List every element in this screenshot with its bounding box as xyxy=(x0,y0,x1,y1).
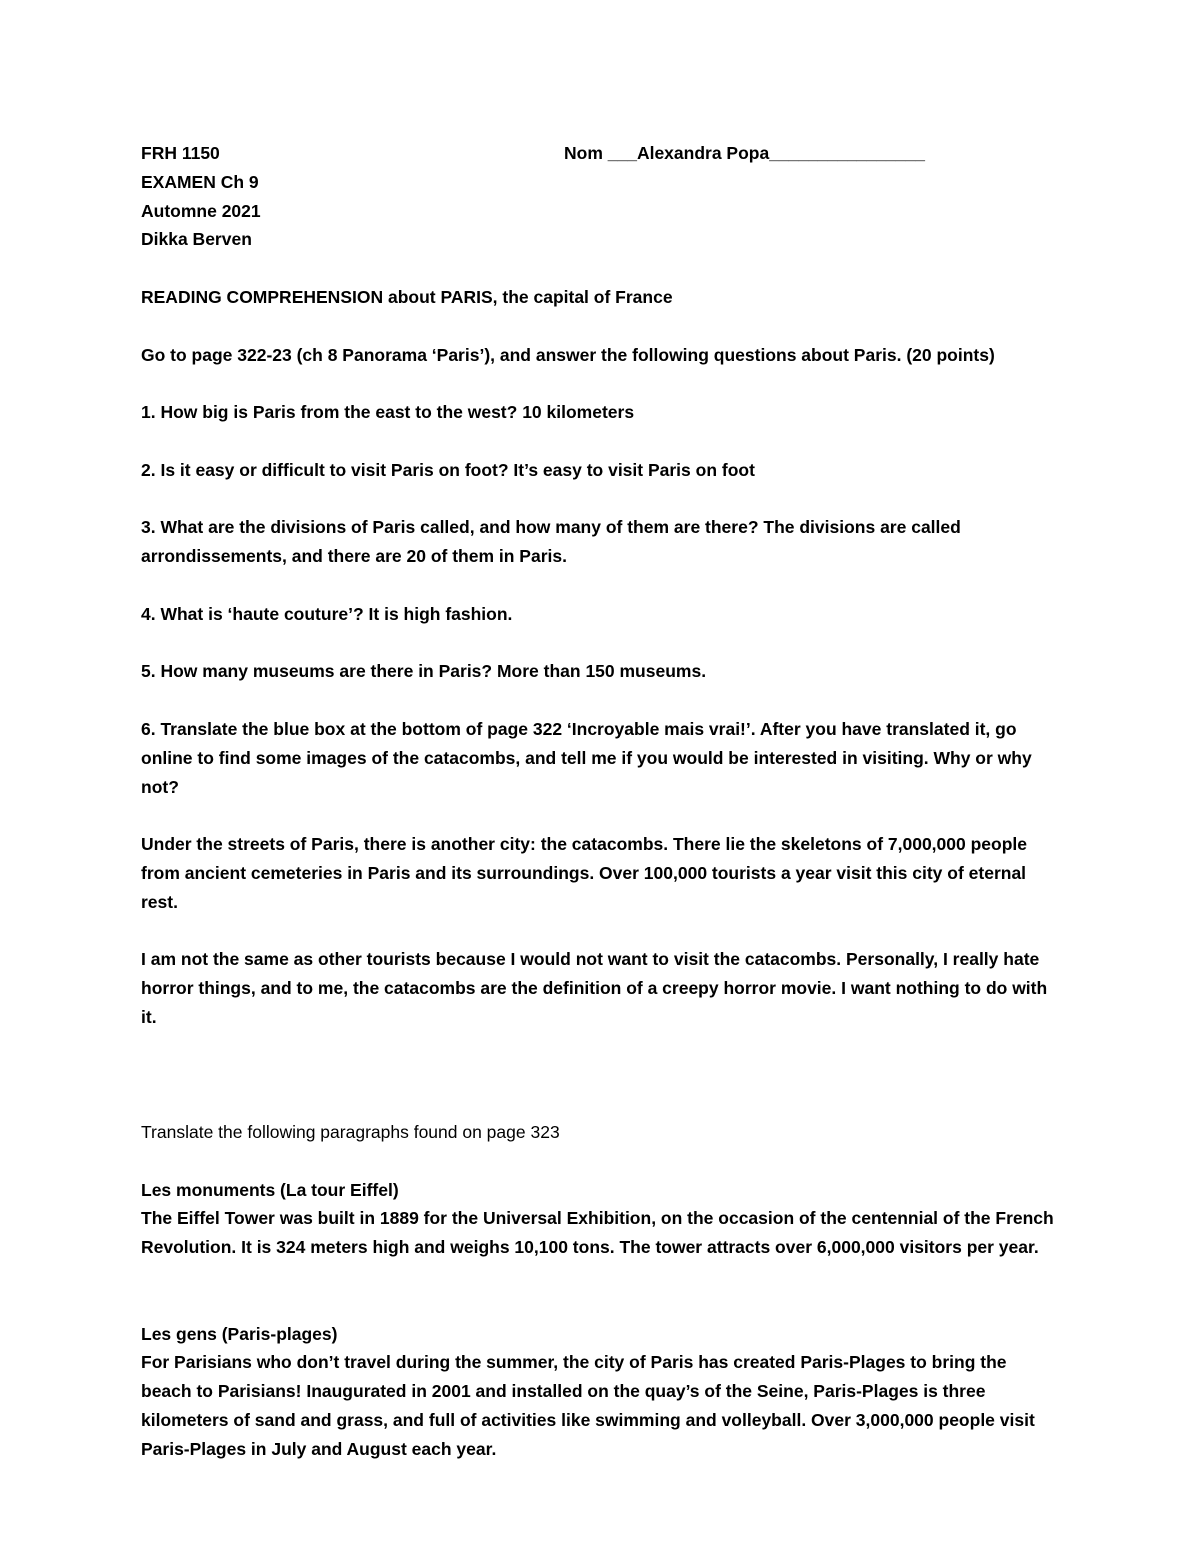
question-2: 2. Is it easy or difficult to visit Paris on foot? It’s easy to visit Paris on foot xyxy=(141,459,755,480)
question-6: 6. Translate the blue box at the bottom of page 322 ‘Incroyable mais vrai!’. After you have translated it, go online to find some images of the catacombs, and tell me if you would be interested in visiting. Why or why not? xyxy=(141,718,1032,797)
student-name-line: Nom ___Alexandra Popa________________ xyxy=(564,143,925,163)
monuments-heading: Les monuments (La tour Eiffel) xyxy=(141,1179,399,1200)
instructor-name: Dikka Berven xyxy=(141,229,252,250)
monuments-text: The Eiffel Tower was built in 1889 for the Universal Exhibition, on the occasion of the centennial of the French Revolution. It is 324 meters high and weighs 10,100 tons. The tower attracts over 6,000,000 visitors per year. xyxy=(141,1208,1054,1258)
section-title: READING COMPREHENSION about PARIS, the capital of France xyxy=(141,286,673,307)
question-5: 5. How many museums are there in Paris? More than 150 museums. xyxy=(141,661,707,682)
document-body xyxy=(141,139,1061,1464)
exam-term: Automne 2021 xyxy=(141,200,261,221)
answer-paragraph-opinion: I am not the same as other tourists because I would not want to visit the catacombs. Personally, I really hate horror things, and to me, the catacombs are the definition of a creepy horror movie. I want nothing to do with it. xyxy=(141,949,1048,1027)
answer-paragraph-translation: Under the streets of Paris, there is another city: the catacombs. There lie the skeletons of 7,000,000 people from ancient cemeteries in Paris and its surroundings. Over 100,000 tourists a year visit this city of eternal rest. xyxy=(141,834,1027,912)
exam-title: EXAMEN Ch 9 xyxy=(141,171,259,192)
gens-text: For Parisians who don’t travel during the summer, the city of Paris has created Paris-Plages to bring the beach to Parisians! Inaugurated in 2001 and installed on the quay’s of the Seine, Paris-Plages is three kilometers of sand and grass, and full of activities like swimming and volleyball. Over 3,000,000 people visit Paris-Plages in July and August each year. xyxy=(141,1352,1035,1459)
question-3: 3. What are the divisions of Paris called, and how many of them are there? The divisions are called arrondissements, and there are 20 of them in Paris. xyxy=(141,517,961,567)
translate-instruction: Translate the following paragraphs found on page 323 xyxy=(141,1122,560,1143)
course-code: FRH 1150 xyxy=(141,143,220,163)
gens-heading: Les gens (Paris-plages) xyxy=(141,1323,338,1344)
question-1: 1. How big is Paris from the east to the west? 10 kilometers xyxy=(141,402,635,423)
question-4: 4. What is ‘haute couture’? It is high fashion. xyxy=(141,603,513,624)
instructions: Go to page 322-23 (ch 8 Panorama ‘Paris’), and answer the following questions about Paris. (20 points) xyxy=(141,344,995,365)
header-row xyxy=(141,139,1061,168)
